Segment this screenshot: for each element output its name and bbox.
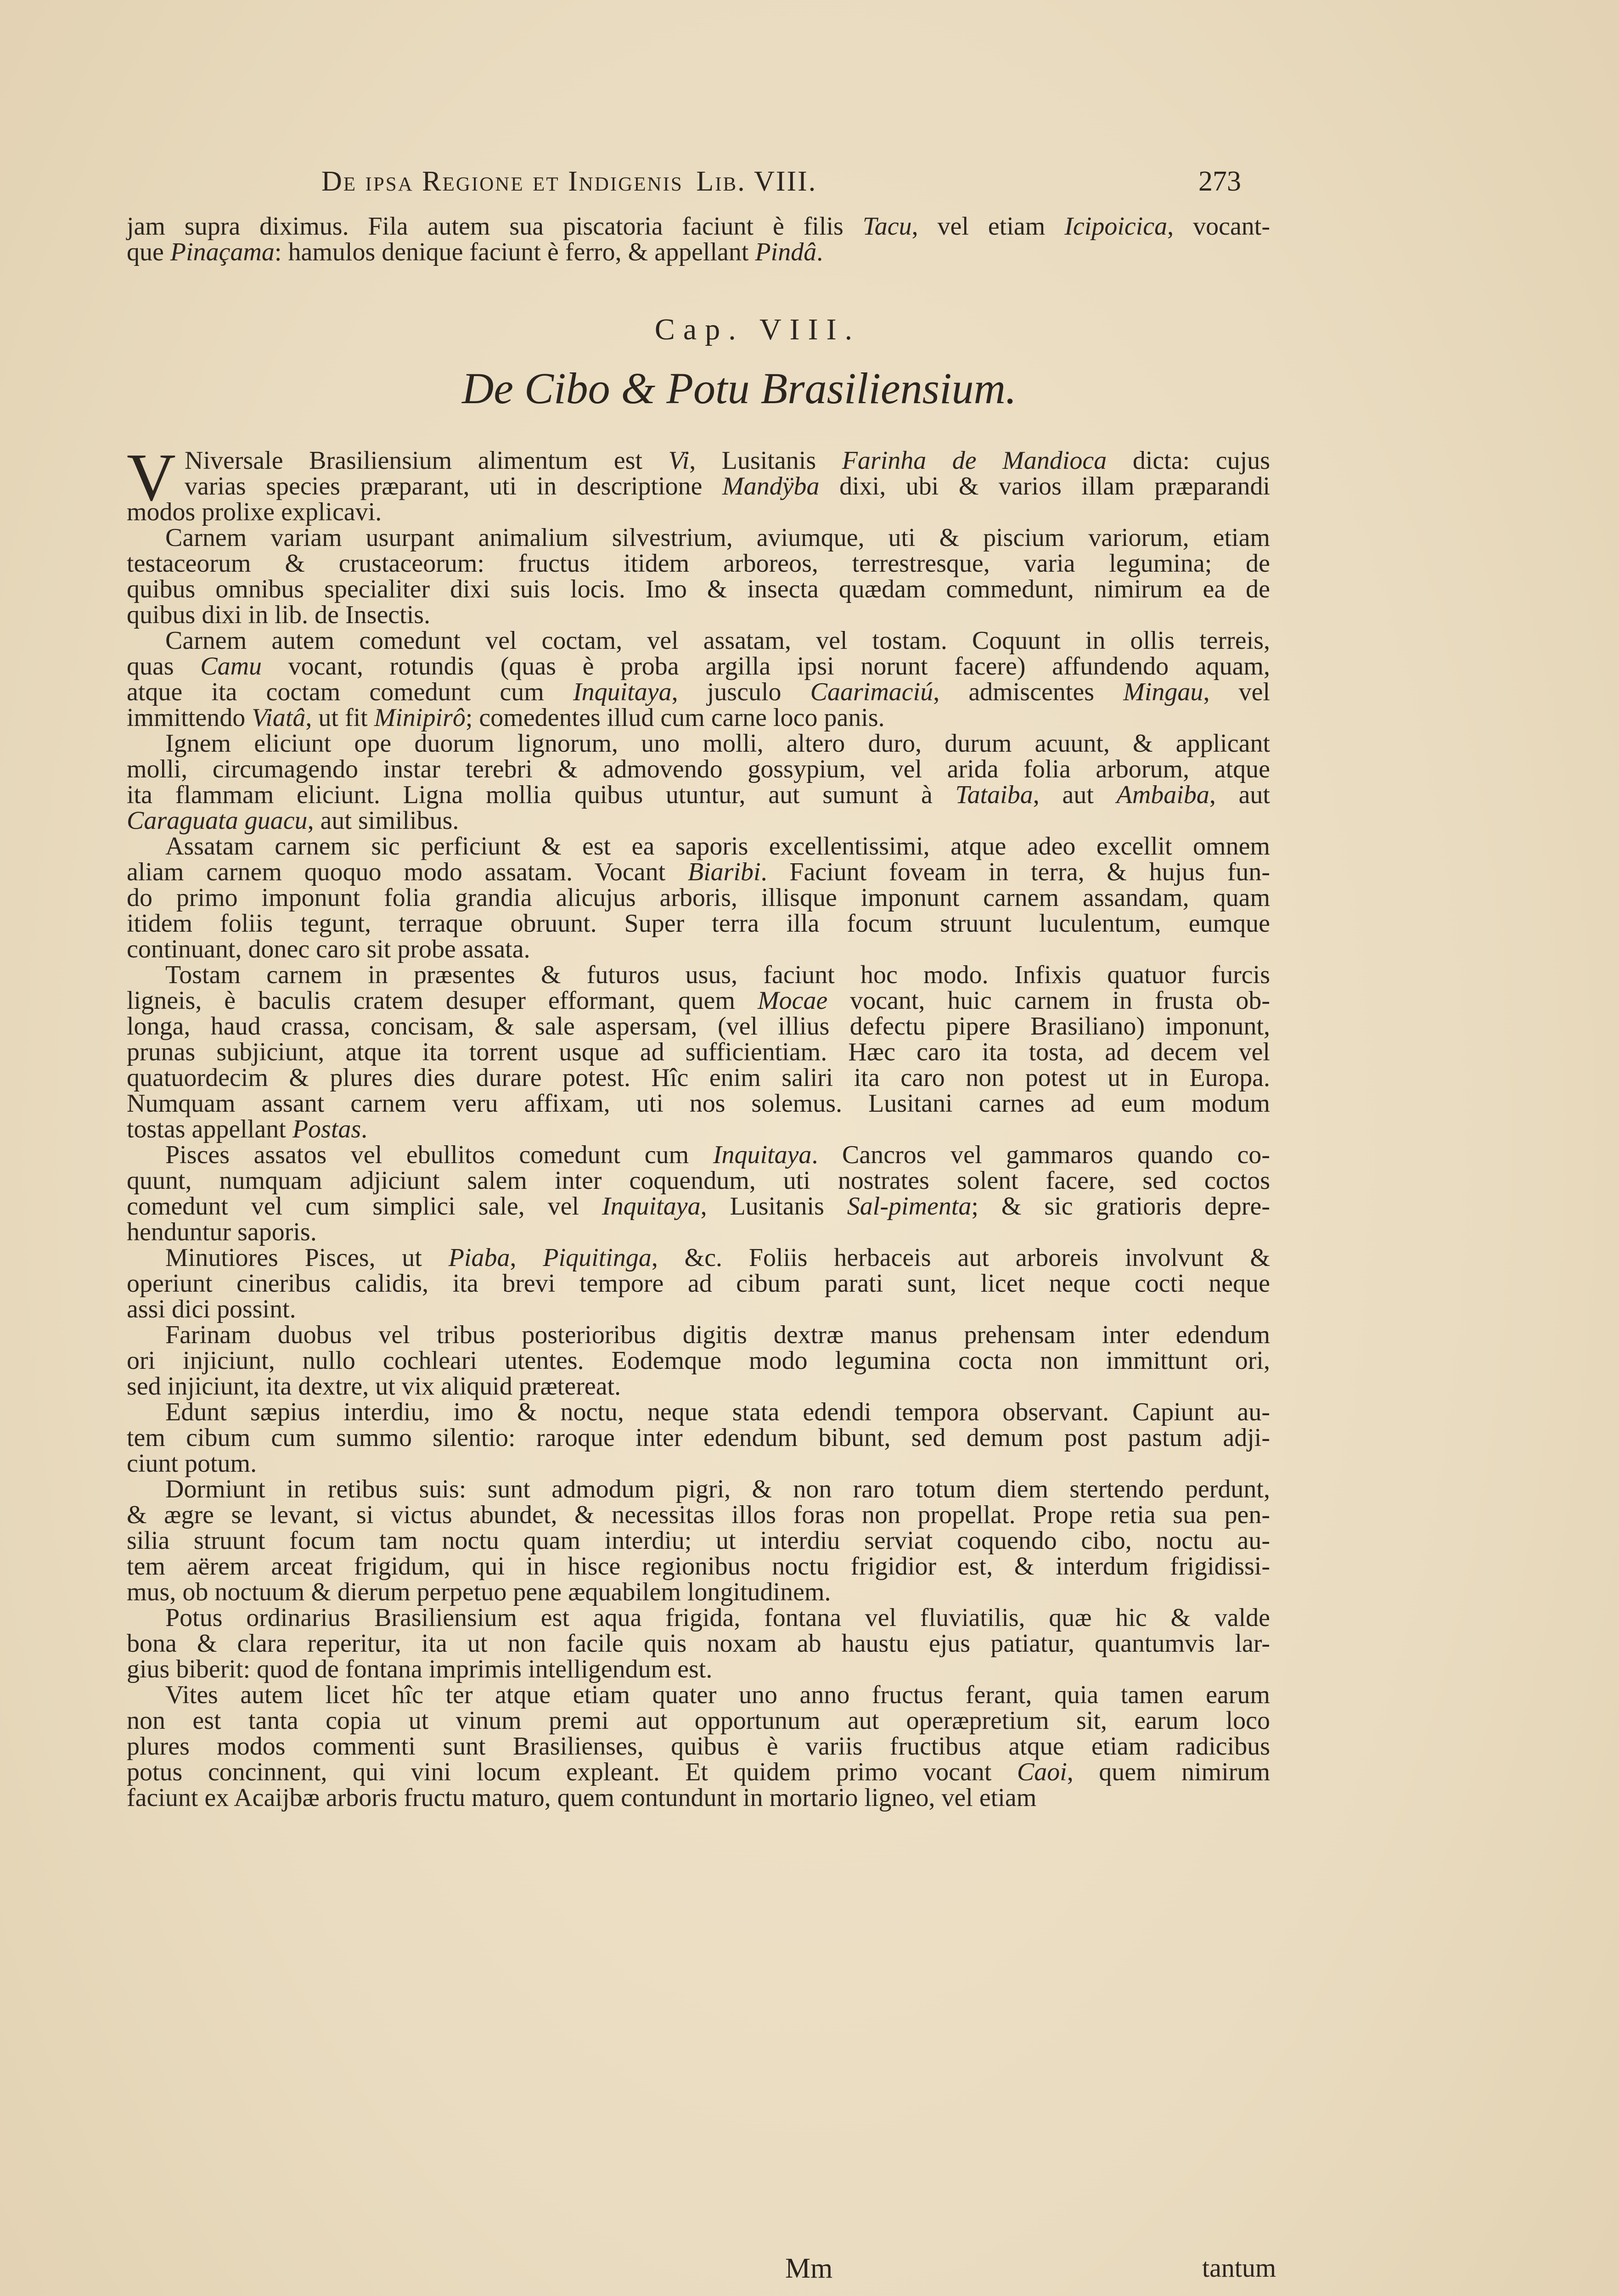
text-line	[127, 885, 1270, 911]
italic-term: Ambaiba	[1116, 781, 1209, 809]
italic-term: Postas	[292, 1115, 361, 1143]
italic-term: Inquitaya	[602, 1192, 701, 1221]
text-span: molli, circumagendo instar terebri & admovendo gossypium, vel arida folia arborum, atque	[127, 755, 1270, 783]
text-span: Tostam carnem in præsentes & futuros usus, faciunt hoc modo. Infixis quatuor furcis	[165, 961, 1270, 989]
text-span: , ut fit	[305, 703, 374, 732]
text-span: Farinam duobus vel tribus posterioribus digitis dextræ manus prehensam inter edendum	[165, 1321, 1270, 1349]
book-number: Lib. VIII.	[696, 166, 817, 197]
text-span: potus concinnent, qui vini locum expleant. Et quidem primo vocant	[127, 1758, 1017, 1786]
text-line	[127, 1091, 1270, 1116]
text-span: , aut	[1209, 781, 1270, 809]
text-line	[127, 576, 1270, 602]
italic-term: Pindâ	[755, 238, 817, 266]
text-span: immittendo	[127, 703, 252, 732]
text-line	[127, 1348, 1270, 1373]
text-line	[127, 1656, 1270, 1682]
text-line	[127, 1373, 1270, 1399]
text-span: , quem nimirum	[1067, 1758, 1270, 1786]
italic-term: Biaribi	[687, 858, 761, 886]
text-span: , Lusitanis	[689, 446, 842, 475]
italic-term: Inquitaya	[573, 678, 672, 706]
text-line	[127, 1322, 1270, 1348]
text-line	[127, 1708, 1270, 1733]
text-span: prunas subjiciunt, atque ita torrent usque ad sufficientiam. Hæc caro ita tosta, ad decem vel	[127, 1038, 1270, 1066]
text-span: quas	[127, 652, 201, 681]
text-span: tem cibum cum summo silentio: raroque inter edendum bibunt, sed demum post pastum adji-	[127, 1424, 1270, 1452]
text-span: gius biberit: quod de fontana imprimis intelligendum est.	[127, 1655, 713, 1683]
text-span: , aut	[1033, 781, 1117, 809]
text-span: do primo imponunt folia grandia alicujus arboris, illisque imponunt carnem assandam, quam	[127, 884, 1270, 912]
text-span: operiunt cineribus calidis, ita brevi tempore ad cibum parati sunt, licet neque cocti neque	[127, 1269, 1270, 1298]
text-line	[127, 448, 1270, 473]
text-line	[127, 1296, 1270, 1322]
text-span: , Lusitanis	[700, 1192, 847, 1221]
text-line	[127, 1785, 1270, 1811]
text-span: , admiscentes	[933, 678, 1124, 706]
text-line	[127, 551, 1270, 576]
text-line	[127, 808, 1270, 833]
italic-term: Caraguata guacu	[127, 806, 308, 835]
text-span: Pisces assatos vel ebullitos comedunt cum	[165, 1141, 713, 1169]
text-line	[127, 1271, 1270, 1296]
text-line	[127, 239, 1270, 265]
running-head	[321, 165, 1267, 198]
text-line	[127, 1553, 1270, 1579]
text-span: , vel etiam	[911, 212, 1065, 241]
text-span: .	[361, 1115, 368, 1143]
text-span: assi dici possint.	[127, 1295, 296, 1323]
italic-term: Farinha de Mandioca	[842, 446, 1107, 475]
text-line	[127, 833, 1270, 859]
italic-term: Minipirô	[374, 703, 466, 732]
text-span: quunt, numquam adjiciunt salem inter coquendum, uti nostrates solent facere, sed coctos	[127, 1166, 1270, 1195]
text-span: Assatam carnem sic perficiunt & est ea saporis excellentissimi, atque adeo excellit omnem	[165, 832, 1270, 861]
continued-text	[127, 214, 1270, 265]
italic-term: Vi	[668, 446, 690, 475]
text-span: & ægre se levant, si victus abundet, & necessitas illos foras non propellat. Prope retia sua pen-	[127, 1501, 1270, 1529]
text-line	[127, 731, 1270, 756]
text-span: ciunt potum.	[127, 1449, 257, 1478]
text-span: silia struunt focum tam noctu quam interdiu; ut interdiu serviat coquendo cibo, noctu au-	[127, 1526, 1270, 1555]
text-span: continuant, donec caro sit probe assata.	[127, 935, 530, 963]
text-line	[127, 499, 1270, 525]
italic-term: Icipoicica	[1064, 212, 1168, 241]
text-line	[127, 1039, 1270, 1065]
page-number: 273	[1198, 166, 1241, 197]
text-span: aliam carnem quoquo modo assatam. Vocant	[127, 858, 688, 886]
text-span: itidem foliis tegunt, terraque obruunt. Super terra illa focum struunt luculentum, eumque	[127, 909, 1270, 938]
text-span: .	[816, 238, 823, 266]
text-span: non est tanta copia ut vinum premi aut opportunum aut operæpretium sit, earum loco	[127, 1706, 1270, 1735]
text-line	[127, 859, 1270, 885]
text-span: Potus ordinarius Brasiliensium est aqua frigida, fontana vel fluviatilis, quæ hic & valde	[165, 1604, 1270, 1632]
text-span: ; comedentes illud cum carne loco panis.	[465, 703, 885, 732]
text-span: Dormiunt in retibus suis: sunt admodum pigri, & non raro totum diem stertendo perdunt,	[165, 1475, 1270, 1503]
text-span: comedunt vel cum simplici sale, vel	[127, 1192, 602, 1221]
text-line	[127, 1451, 1270, 1476]
text-span: Carnem variam usurpant animalium silvestrium, aviumque, uti & piscium variorum, etiam	[165, 523, 1270, 552]
text-line	[127, 1528, 1270, 1553]
text-span: . Faciunt foveam in terra, & hujus fun-	[760, 858, 1270, 886]
text-line	[127, 1399, 1270, 1425]
text-span: varias species præparant, uti in descriptione	[185, 472, 723, 501]
text-span: plures modos commenti sunt Brasilienses, quibus è variis fructibus atque etiam radicibus	[127, 1732, 1270, 1761]
text-span: . Cancros vel gammaros quando co-	[811, 1141, 1270, 1169]
text-line	[127, 1116, 1270, 1142]
text-line	[127, 911, 1270, 936]
text-line	[127, 1425, 1270, 1451]
text-line	[127, 1631, 1270, 1656]
running-head-title: De ipsa Regione et Indigenis	[321, 166, 683, 197]
italic-term: Camu	[200, 652, 262, 681]
text-span: atque ita coctam comedunt cum	[127, 678, 573, 706]
text-line	[127, 602, 1270, 628]
text-span: tostas appellant	[127, 1115, 292, 1143]
text-span: faciunt ex Acaijbæ arboris fructu maturo, quem contundunt in mortario ligneo, vel etiam	[127, 1784, 1037, 1812]
text-span: Ignem eliciunt ope duorum lignorum, uno molli, altero duro, durum acuunt, & applicant	[165, 729, 1270, 758]
text-line	[127, 1245, 1270, 1271]
text-line	[127, 1579, 1270, 1605]
chapter-body	[127, 440, 1270, 1812]
text-span: ; & sic gratioris depre-	[971, 1192, 1270, 1221]
signature-mark: Mm	[785, 2253, 833, 2284]
text-line	[127, 1142, 1270, 1168]
text-line	[127, 1682, 1270, 1708]
text-line	[127, 756, 1270, 782]
text-line	[127, 214, 1270, 239]
text-span: vocant, rotundis (quas è proba argilla ipsi norunt facere) affundendo aquam,	[262, 652, 1270, 681]
text-span: dicta: cujus	[1107, 446, 1270, 475]
text-line	[127, 962, 1270, 988]
drop-cap: V	[127, 440, 176, 515]
chapter-number: Cap. VIII.	[654, 313, 861, 346]
text-span: jam supra diximus. Fila autem sua piscatoria faciunt è filis	[127, 212, 863, 241]
text-line	[127, 1168, 1270, 1193]
catchword: tantum	[1202, 2253, 1276, 2283]
italic-term: Pinaçama	[170, 238, 275, 266]
italic-term: Viatâ	[252, 703, 306, 732]
text-line	[127, 679, 1270, 705]
text-line	[127, 782, 1270, 808]
text-span: Minutiores Pisces, ut	[165, 1244, 449, 1272]
text-span: bona & clara reperitur, ita ut non facile quis noxam ab haustu ejus patiatur, quantumvis lar-	[127, 1629, 1270, 1658]
italic-term: Piquitinga	[543, 1244, 652, 1272]
text-span: dixi, ubi & varios illam præparandi	[819, 472, 1270, 501]
chapter-title: De Cibo & Potu Brasiliensium.	[462, 364, 1017, 413]
text-span: tem aërem arceat frigidum, qui in hisce regionibus noctu frigidior est, & interdum frigidissi-	[127, 1552, 1270, 1581]
text-span: ,	[510, 1244, 543, 1272]
text-span: Niversale Brasiliensium alimentum est	[185, 446, 669, 475]
text-span: quibus dixi in lib. de Insectis.	[127, 601, 431, 629]
text-span: ligneis, è baculis cratem desuper efformant, quem	[127, 986, 758, 1015]
text-span: mus, ob noctuum & dierum perpetuo pene æquabilem longitudinem.	[127, 1578, 831, 1606]
text-line	[127, 653, 1270, 679]
text-line	[127, 1502, 1270, 1528]
text-span: , aut similibus.	[307, 806, 459, 835]
text-line	[127, 1013, 1270, 1039]
text-span: Vites autem licet hîc ter atque etiam quater uno anno fructus ferant, quia tamen earum	[165, 1681, 1270, 1709]
text-span: , vocant-	[1167, 212, 1270, 241]
text-span: , jusculo	[671, 678, 810, 706]
text-span: , &c. Foliis herbaceis aut arboreis involvunt &	[651, 1244, 1270, 1272]
text-span: Numquam assant carnem veru affixam, uti nos solemus. Lusitani carnes ad eum modum	[127, 1089, 1270, 1118]
italic-term: Tataiba	[955, 781, 1033, 809]
italic-term: Inquitaya	[713, 1141, 812, 1169]
text-span: quibus omnibus specialiter dixi suis locis. Imo & insecta quædam commedunt, nimirum ea de	[127, 575, 1270, 603]
text-line	[127, 473, 1270, 499]
italic-term: Caoi	[1017, 1758, 1067, 1786]
text-span: testaceorum & crustaceorum: fructus itidem arboreos, terrestresque, varia legumina; de	[127, 549, 1270, 578]
text-line	[127, 1065, 1270, 1091]
text-line	[127, 525, 1270, 551]
text-line	[127, 705, 1270, 731]
italic-term: Tacu	[862, 212, 912, 241]
text-span: : hamulos denique faciunt è ferro, & appellant	[274, 238, 755, 266]
italic-term: Caarimaciú	[810, 678, 933, 706]
italic-term: Mingau	[1123, 678, 1203, 706]
text-span: longa, haud crassa, concisam, & sale aspersam, (vel illius defectu pipere Brasiliano) imponunt,	[127, 1012, 1270, 1041]
text-line	[127, 1476, 1270, 1502]
text-line	[127, 988, 1270, 1013]
italic-term: Mocae	[757, 986, 828, 1015]
text-span: Edunt sæpius interdiu, imo & noctu, neque stata edendi tempora observant. Capiunt au-	[165, 1398, 1270, 1426]
text-span: henduntur saporis.	[127, 1218, 317, 1246]
text-line	[127, 628, 1270, 653]
text-span: quatuordecim & plures dies durare potest. Hîc enim saliri ita caro non potest ut in Europa.	[127, 1064, 1270, 1092]
text-span: ori injiciunt, nullo cochleari utentes. Eodemque modo legumina cocta non immittunt ori,	[127, 1346, 1270, 1375]
text-span: Carnem autem comedunt vel coctam, vel assatam, vel tostam. Coquunt in ollis terreis,	[165, 626, 1270, 655]
text-span: que	[127, 238, 170, 266]
text-line	[127, 1733, 1270, 1759]
text-span: modos prolixe explicavi.	[127, 498, 382, 526]
italic-term: Mandÿba	[722, 472, 820, 501]
italic-term: Sal-pimenta	[847, 1192, 972, 1221]
text-line	[127, 1759, 1270, 1785]
text-span: vocant, huic carnem in frusta ob-	[827, 986, 1270, 1015]
text-line	[127, 1219, 1270, 1245]
italic-term: Piaba	[448, 1244, 510, 1272]
text-line	[127, 1193, 1270, 1219]
text-line	[127, 936, 1270, 962]
text-line	[127, 1605, 1270, 1631]
text-span: , vel	[1203, 678, 1270, 706]
text-span: ita flammam eliciunt. Ligna mollia quibus utuntur, aut sumunt à	[127, 781, 956, 809]
text-span: sed injiciunt, ita dextre, ut vix aliquid prætereat.	[127, 1372, 621, 1401]
